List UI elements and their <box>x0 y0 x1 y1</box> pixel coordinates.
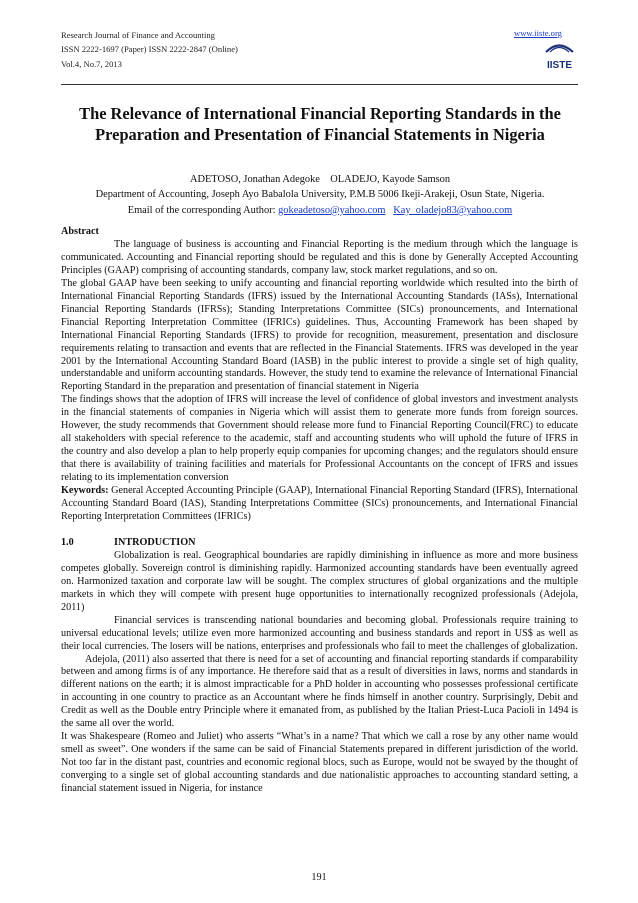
intro-paragraph: It was Shakespeare (Romeo and Juliet) who asserts “What’s in a name? That which we call a rose by any other name would smell as sweet”. One wonders if the same can be said of Financial Statements prepared in different jurisdiction of the world. Not too far in the distant past, countries and economic regional blocs, such as Europe, would not be swayed by the thought of converging to a single set of global accounting standards and due nationalistic approaches to accounting standard setting, a financial statement issued in Nigeria, for instance <box>61 731 578 795</box>
section-number: 1.0 <box>61 536 74 548</box>
keywords-text: General Accepted Accounting Principle (GAAP), International Financial Reporting Standard (IFRS), International Accounting Standard Board (IAS), Standing Interpretations Committee (SICs) pronouncements, and International Financial Reporting Interpretation Committees (IFRICs) <box>61 485 578 522</box>
affiliation: Department of Accounting, Joseph Ayo Babalola University, P.M.B 5006 Ikeji-Arakeji, Osun State, Nigeria. <box>95 189 545 201</box>
author-block <box>40 172 600 218</box>
logo-text: IISTE <box>546 60 573 71</box>
section-heading <box>61 537 578 550</box>
intro-paragraph: Globalization is real. Geographical boundaries are rapidly diminishing in influence as more and more business competes globally. Sovereign control is diminishing rapidly. Harmonized accounting standards have been eventually agreed on. Harmonized taxation and corporate law will be sought. The complex structures of global organizations and the multiple markets in which they will compete with present huge opportunities to internationally recognized professionals (Adejola, 2011) <box>61 549 578 613</box>
keywords-paragraph <box>61 485 578 524</box>
abstract-paragraph: The global GAAP have been seeking to unify accounting and financial reporting worldwide which resulted into the birth of International Financial Reporting Standards (IFRS) issued by the International Accounting Standards (IASs), International Financial Reporting Standards (IFRSs); Standing Interpretations Committee (SICs) pronouncements, and International Financial Reporting Interpretation Committee (IFRICs) guidelines. Thus, Accounting Framework has been shaped by International Financial Reporting Standards (IFRS) to provide for recognition, measurement, presentation and disclosure requirements relating to transaction and events that are reflected in the Financial Statements. IFRS was developed in the year 2001 by the International Accounting Standard Board (IASB) in the public interest to provide a single set of high quality, understandable and uniform accounting standards. However, the study tend to examine the relevance of International Financial Reporting Standard in the preparation and presentation of financial statement in Nigeria <box>61 277 578 393</box>
abstract-heading: Abstract <box>61 226 99 237</box>
iiste-logo <box>541 40 578 73</box>
abstract-paragraph: The findings shows that the adoption of IFRS will increase the level of confidence of global investors and investment analysts in the financial statements of companies in Nigeria which will assist them to generate more funds from foreign sources. However, the study recommends that Government should release more fund to Financial Reporting Council(FRC) to educate all stakeholders with special reference to the academic, staff and accounting students who will uphold the future of IFRS in the country and also develop a plan to help properly equip companies for upcoming changes; and the regulators should ensure that there is availability of training facilities and materials for Professional Accountants on the concept of IFRS and issues relating to its implementation conversion <box>61 394 578 484</box>
email-line <box>40 203 600 218</box>
paper-body <box>61 226 578 796</box>
authors: ADETOSO, Jonathan Adegoke OLADEJO, Kayode Samson <box>189 174 451 185</box>
journal-volume: Vol.4, No.7, 2013 <box>61 58 122 69</box>
journal-header <box>61 28 238 71</box>
email-prefix: Email of the corresponding Author: <box>127 204 276 216</box>
intro-paragraph: Financial services is transcending national boundaries and becoming global. Professionals require training to universal educational levels; utilize even more harmonized accounting and business standards and report in US$ as well as their local currencies. The losers will be nations, enterprises and professionals who fail to meet the challenges of globalization. <box>61 614 578 652</box>
page-number: 191 <box>311 872 327 883</box>
journal-name: Research Journal of Finance and Accounting <box>61 30 215 40</box>
keywords-label: Keywords: <box>61 485 109 497</box>
journal-issn: ISSN 2222-1697 (Paper) ISSN 2222-2847 (Online) <box>61 44 238 55</box>
paper-title: The Relevance of International Financial Reporting Standards in the Preparation and Presentation of Financial Statements in Nigeria <box>79 104 561 144</box>
header-rule <box>61 84 578 85</box>
abstract-paragraph: The language of business is accounting and Financial Reporting is the medium through which the language is communicated. Accounting and Financial reporting should be regulated and this is done by Generally Accepted Accounting Principles (GAAP) comprising of accounting standards, company law, stock market regulations, and so on. <box>61 238 578 276</box>
intro-paragraph: Adejola, (2011) also asserted that there is need for a set of accounting and financial reporting standards if comparability between and among firms is of any importance. He therefore said that as a result of diversities in laws, norms and standards in different nations on the earth; it is almost impracticable for a PhD holder in accounting who possesses professional certificate in accounting in one country to practice as an Accountant where he finds himself in another country. Surprisingly, Debit and Credit as well as the Double entry Principle where it emanated from, as published by the Italian Priest-Luca Pacioli in 1494 is the same all over the world. <box>61 653 578 730</box>
journal-url-link[interactable]: www.iiste.org <box>514 28 562 38</box>
logo-arc <box>546 46 573 53</box>
email-link-1[interactable]: gokeadetoso@yahoo.com <box>278 204 386 216</box>
email-link-2[interactable]: Kay_oladejo83@yahoo.com <box>393 204 513 216</box>
section-title: INTRODUCTION <box>114 536 196 548</box>
